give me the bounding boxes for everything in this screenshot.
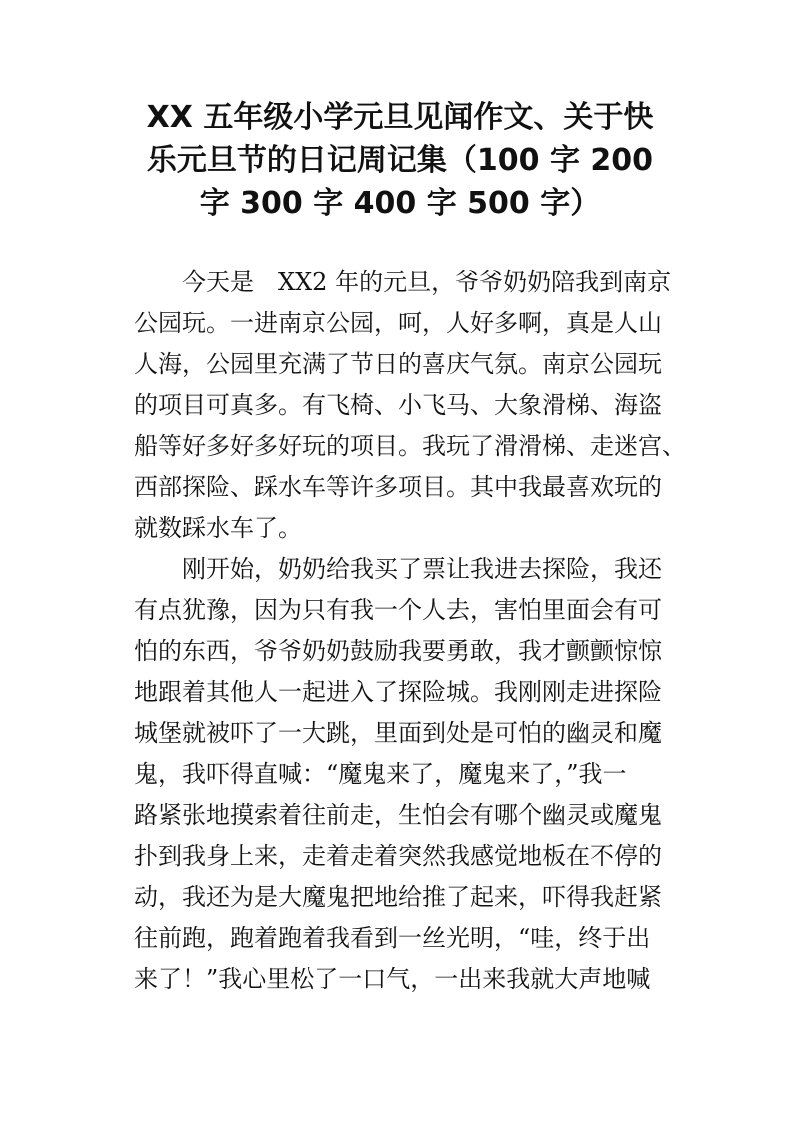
text-line: 路紧张地摸索着往前走，生怕会有哪个幽灵或魔鬼 — [134, 801, 662, 829]
document-title — [100, 96, 700, 225]
text-line: 船等好多好多好玩的项目。我玩了滑滑梯、走迷宫、 — [134, 432, 686, 460]
title-line: 字 300 字 400 字 500 字） — [199, 186, 601, 221]
document-body — [134, 262, 686, 1000]
text-line: 往前跑，跑着跑着我看到一丝光明，“哇，终于出 — [134, 924, 651, 952]
text-line: 怕的东西，爷爷奶奶鼓励我要勇敢，我才颤颤惊惊 — [134, 637, 662, 665]
title-line: 乐元旦节的日记周记集（100 字 200 — [146, 143, 654, 178]
text-line: 西部探险、踩水车等许多项目。其中我最喜欢玩的 — [134, 473, 662, 501]
text-line: 来了！”我心里松了一口气，一出来我就大声地喊 — [134, 965, 651, 993]
paragraph — [134, 262, 686, 549]
text-line: 动，我还为是大魔鬼把地给推了起来，吓得我赶紧 — [134, 883, 662, 911]
text-line: 扑到我身上来，走着走着突然我感觉地板在不停的 — [134, 842, 662, 870]
text-line: 有点犹豫，因为只有我一个人去，害怕里面会有可 — [134, 596, 662, 624]
text-line: 就数踩水车了。 — [134, 514, 302, 542]
title-line: XX 五年级小学元旦见闻作文、关于快 — [146, 100, 654, 135]
text-line: 城堡就被吓了一大跳，里面到处是可怕的幽灵和魔 — [134, 719, 662, 747]
text-line: 人海，公园里充满了节日的喜庆气氛。南京公园玩 — [134, 350, 662, 378]
text-line: 公园玩。一进南京公园，呵，人好多啊，真是人山 — [134, 309, 662, 337]
text-line: 刚开始，奶奶给我买了票让我进去探险，我还 — [182, 555, 662, 583]
text-line: 今天是 XX2 年的元旦，爷爷奶奶陪我到南京 — [182, 268, 672, 296]
text-line: 的项目可真多。有飞椅、小飞马、大象滑梯、海盗 — [134, 391, 662, 419]
paragraph — [134, 549, 674, 1000]
text-line: 地跟着其他人一起进入了探险城。我刚刚走进探险 — [134, 678, 662, 706]
text-line: 鬼，我吓得直喊：“魔鬼来了，魔鬼来了，”我一 — [134, 760, 627, 788]
